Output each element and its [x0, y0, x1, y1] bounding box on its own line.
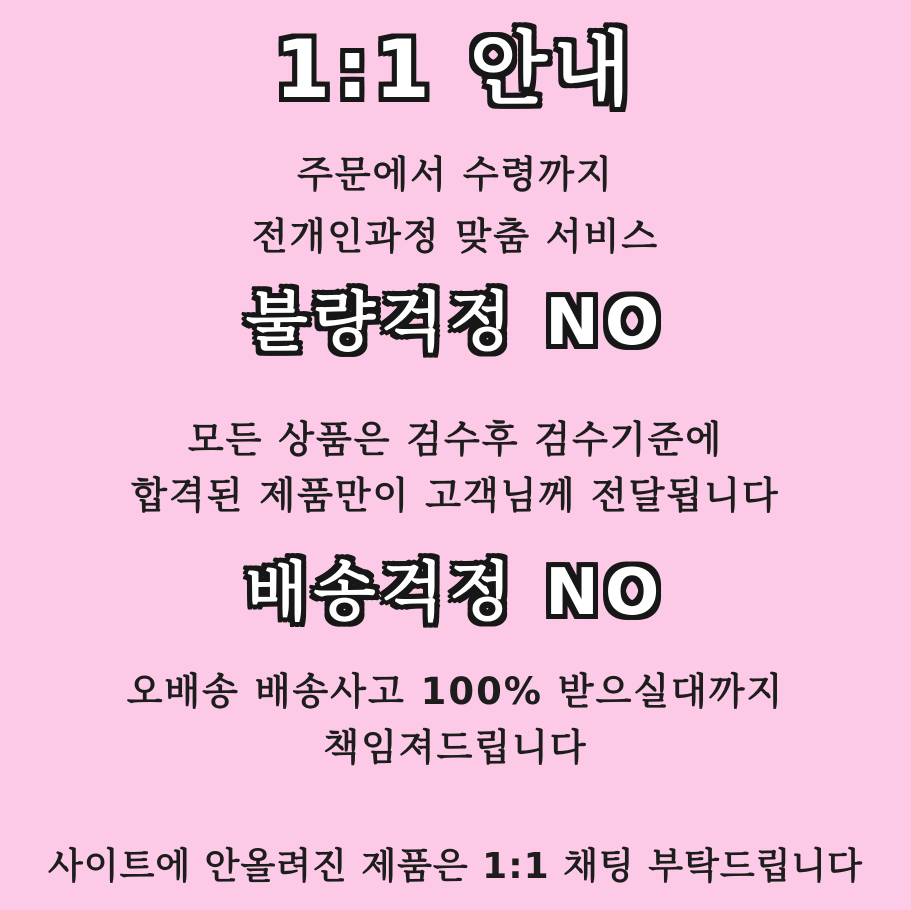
intro-line-1: 주문에서 수령까지	[297, 153, 614, 196]
shipping-section-heading: 배송걱정 NO	[245, 556, 666, 630]
footer-note: 사이트에 안올려진 제품은 1:1 채팅 부탁드립니다	[48, 846, 863, 887]
defect-section-heading: 불량걱정 NO	[245, 286, 666, 360]
defect-line-2: 합격된 제품만이 고객님께 전달됩니다	[131, 474, 780, 517]
poster-title: 1:1 안내	[274, 23, 637, 116]
shipping-line-1: 오배송 배송사고 100% 받으실대까지	[126, 670, 785, 713]
intro-line-2: 전개인과정 맞춤 서비스	[251, 215, 660, 258]
defect-line-1: 모든 상품은 검수후 검수기준에	[187, 418, 724, 461]
shipping-paragraph	[0, 664, 911, 776]
defect-paragraph	[0, 412, 911, 524]
shipping-line-2: 책임져드립니다	[323, 726, 588, 769]
intro-paragraph	[0, 144, 911, 268]
